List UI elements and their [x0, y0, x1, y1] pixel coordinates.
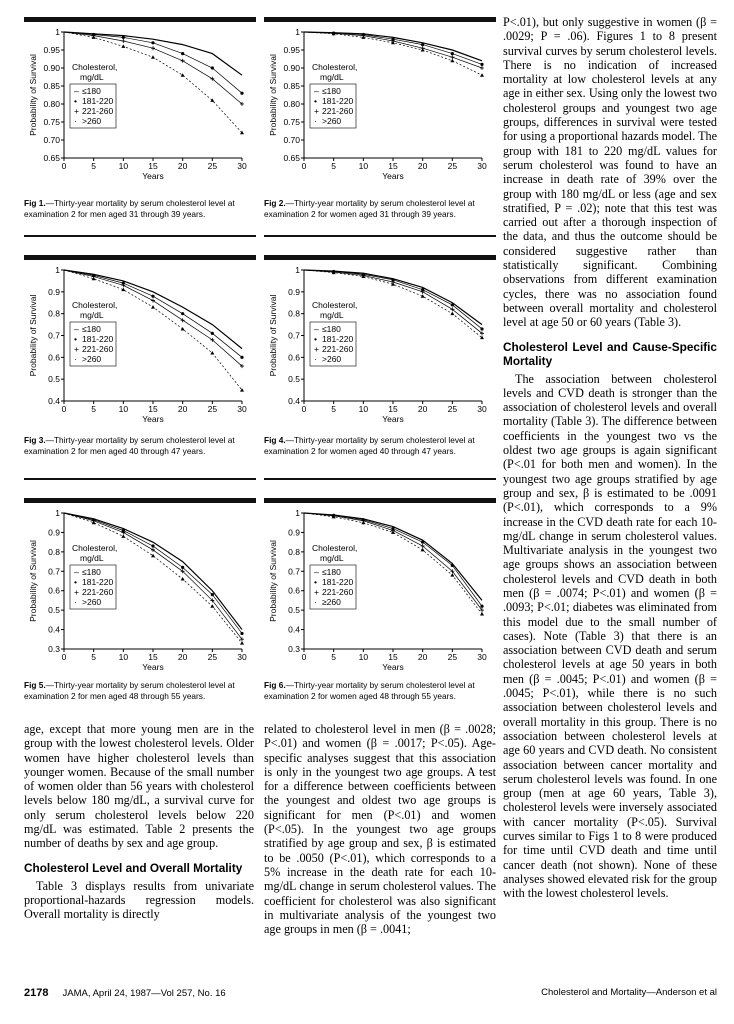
legend-entry: 181-220: [82, 96, 114, 106]
x-axis-label: Years: [382, 171, 404, 181]
legend-entry: 181-220: [82, 334, 114, 344]
y-tick-label: 1: [55, 508, 60, 518]
data-point: [121, 44, 125, 48]
data-point: [480, 73, 484, 77]
data-point: [151, 55, 155, 59]
y-axis-label: Probability of Survival: [268, 54, 278, 136]
x-tick-label: 20: [417, 404, 428, 414]
y-tick-label: 0.7: [288, 330, 300, 341]
legend-entry: ≥260: [322, 597, 341, 607]
col1-paragraph-2: Table 3 displays results from univariate proportional-hazards regression models. Overall mortality is directly: [24, 878, 254, 922]
x-axis-label: Years: [142, 414, 164, 424]
y-tick-label: 1: [295, 508, 300, 518]
data-point: [122, 36, 125, 39]
y-tick-label: 0.9: [288, 527, 300, 538]
y-tick-label: 0.7: [48, 566, 60, 577]
data-point: [121, 534, 125, 538]
y-tick-label: 0.75: [43, 117, 60, 127]
data-point: [450, 573, 454, 577]
legend-title: Cholesterol,: [312, 543, 358, 553]
figure-3-caption: Fig 3.—Thirty-year mortality by serum cholesterol level at examination 2 for men aged 40 through 47 years.: [24, 435, 235, 456]
legend-symbol: –: [74, 324, 79, 334]
legend-entry: >260: [82, 354, 102, 364]
x-tick-label: 25: [447, 404, 458, 414]
fig5-chart: [24, 503, 256, 673]
x-axis-label: Years: [382, 414, 404, 424]
x-tick-label: 15: [148, 652, 158, 662]
x-tick-label: 5: [331, 652, 337, 662]
data-point: [240, 632, 243, 635]
x-tick-label: 30: [237, 652, 247, 662]
data-point: [480, 327, 483, 330]
data-point: [181, 73, 185, 77]
y-tick-label: 0.8: [288, 308, 300, 319]
legend-symbol: –: [314, 324, 319, 334]
data-point: [181, 327, 185, 331]
legend-entry: 181-220: [82, 577, 114, 587]
legend-symbol: ·: [314, 116, 317, 126]
legend-entry: 181-220: [322, 334, 354, 344]
y-tick-label: 0.4: [288, 396, 300, 406]
x-tick-label: 15: [388, 404, 398, 414]
legend-symbol: +: [74, 344, 79, 354]
x-tick-label: 25: [447, 161, 458, 171]
legend-symbol: +: [74, 106, 79, 116]
data-point: [450, 59, 454, 63]
legend-symbol: ·: [74, 116, 77, 126]
data-point: [211, 593, 214, 596]
x-tick-label: 5: [91, 652, 97, 662]
x-tick-label: 0: [61, 652, 67, 662]
legend-title: Cholesterol,: [312, 300, 358, 310]
legend-entry: 221-260: [82, 106, 114, 116]
legend-entry: ≤180: [322, 324, 341, 334]
y-tick-label: 0.3: [48, 644, 60, 654]
legend-title: Cholesterol,: [72, 62, 118, 72]
y-tick-label: 0.65: [43, 153, 60, 163]
legend-symbol: •: [74, 96, 77, 106]
legend-symbol: +: [314, 106, 319, 116]
column-3: [503, 15, 717, 901]
legend-symbol: –: [314, 567, 319, 577]
y-tick-label: 0.80: [43, 99, 60, 109]
legend-title: Cholesterol,: [72, 300, 118, 310]
data-point: [181, 577, 185, 581]
page-number: 2178: [24, 987, 49, 999]
y-tick-label: 0.7: [48, 330, 60, 341]
y-tick-label: 0.5: [48, 374, 60, 385]
x-tick-label: 5: [91, 404, 97, 414]
fig4-chart: [264, 260, 496, 425]
y-tick-label: 0.3: [288, 644, 300, 654]
x-tick-label: 10: [118, 652, 129, 662]
fig1-chart: [24, 22, 256, 182]
y-tick-label: 0.75: [283, 117, 300, 127]
fig2-chart: [264, 22, 496, 182]
legend-entry: ≤180: [82, 324, 101, 334]
legend-symbol: –: [74, 86, 79, 96]
legend-entry: ≤180: [82, 567, 101, 577]
x-axis-label: Years: [142, 171, 164, 181]
data-point: [240, 641, 244, 645]
legend-symbol: ·: [74, 597, 77, 607]
data-point: [181, 312, 184, 315]
legend-title: Cholesterol,: [312, 62, 358, 72]
legend-entry: >260: [322, 354, 342, 364]
data-point: [480, 66, 484, 70]
y-tick-label: 0.65: [283, 153, 300, 163]
fig3-chart: [24, 260, 256, 425]
x-tick-label: 10: [358, 404, 369, 414]
y-tick-label: 0.6: [48, 585, 60, 596]
y-tick-label: 0.70: [43, 135, 60, 145]
legend-entry: >260: [82, 597, 102, 607]
y-tick-label: 0.6: [288, 585, 300, 596]
data-point: [181, 566, 184, 569]
fig6-chart: [264, 503, 496, 673]
x-tick-label: 30: [477, 404, 487, 414]
data-point: [151, 46, 155, 50]
legend-entry: ≤180: [82, 86, 101, 96]
legend-symbol: +: [74, 587, 79, 597]
legend-entry: >260: [322, 116, 342, 126]
x-tick-label: 10: [358, 652, 369, 662]
y-tick-label: 0.90: [43, 63, 60, 73]
figure-5-caption: Fig 5.—Thirty-year mortality by serum cholesterol level at examination 2 for men aged 48 through 55 years.: [24, 680, 235, 701]
col1-paragraph-1: age, except that more young men are in the group with the lowest cholesterol levels. Older women have higher cholesterol levels than younger women. Because of the small number of women older than 56 years with cholesterol levels below 180 mg/dL, a survival curve for only serum cholesterol levels below 220 mg/dL was estimated. Table 2 presents the number of deaths by sex and age group.: [24, 722, 254, 851]
y-tick-label: 0.5: [288, 605, 300, 616]
x-tick-label: 15: [148, 404, 158, 414]
data-point: [151, 544, 154, 547]
legend-title-unit: mg/dL: [320, 72, 344, 82]
legend-title-unit: mg/dL: [80, 553, 104, 563]
x-tick-label: 20: [177, 161, 188, 171]
legend-symbol: •: [314, 577, 317, 587]
y-tick-label: 0.6: [48, 352, 60, 363]
x-tick-label: 25: [207, 161, 218, 171]
legend-entry: 221-260: [82, 344, 114, 354]
series-line: [304, 32, 482, 61]
y-tick-label: 0.8: [48, 546, 60, 557]
section-heading-overall-mortality: Cholesterol Level and Overall Mortality: [24, 860, 243, 875]
x-tick-label: 0: [61, 404, 67, 414]
y-tick-label: 0.4: [48, 396, 60, 406]
y-tick-label: 0.90: [283, 63, 300, 73]
data-point: [451, 564, 454, 567]
x-tick-label: 30: [477, 652, 487, 662]
data-point: [151, 41, 154, 44]
data-point: [121, 39, 125, 43]
figure-4: [264, 255, 496, 425]
figure-2: [264, 17, 496, 182]
figure-5: [24, 498, 256, 673]
section-heading-cause-specific: Cholesterol Level and Cause-Specific Mortality: [503, 339, 717, 368]
y-tick-label: 0.4: [48, 624, 60, 635]
column-2: [264, 722, 496, 936]
y-tick-label: 1: [55, 265, 60, 275]
x-tick-label: 20: [417, 161, 428, 171]
journal-citation: JAMA, April 24, 1987—Vol 257, No. 16: [62, 988, 226, 999]
legend-symbol: •: [74, 577, 77, 587]
y-tick-label: 0.70: [283, 135, 300, 145]
legend-symbol: –: [74, 567, 79, 577]
footer-right: [541, 987, 717, 998]
y-tick-label: 0.95: [283, 45, 300, 55]
legend-symbol: ·: [314, 597, 317, 607]
data-point: [480, 605, 483, 608]
y-axis-label: Probability of Survival: [28, 294, 38, 377]
y-tick-label: 0.6: [288, 352, 300, 363]
x-tick-label: 10: [118, 404, 129, 414]
x-tick-label: 5: [331, 161, 337, 171]
legend-title-unit: mg/dL: [80, 310, 104, 320]
y-tick-label: 1: [295, 27, 300, 37]
legend-title: Cholesterol,: [72, 543, 118, 553]
figure-6: [264, 498, 496, 673]
y-tick-label: 0.9: [48, 527, 60, 538]
figure-3: [24, 255, 256, 425]
legend-title-unit: mg/dL: [80, 72, 104, 82]
legend-entry: 181-220: [322, 577, 354, 587]
legend-title-unit: mg/dL: [320, 553, 344, 563]
data-point: [240, 92, 243, 95]
figure-6-caption: Fig 6.—Thirty-year mortality by serum cholesterol level at examination 2 for women aged 48 through 55 years.: [264, 680, 475, 701]
y-axis-label: Probability of Survival: [28, 540, 38, 622]
legend-entry: >260: [82, 116, 102, 126]
data-point: [480, 612, 484, 616]
x-tick-label: 20: [177, 652, 188, 662]
x-tick-label: 0: [301, 404, 307, 414]
x-tick-label: 30: [237, 161, 247, 171]
y-tick-label: 0.5: [288, 374, 300, 385]
legend-entry: 221-260: [322, 344, 354, 354]
data-point: [211, 66, 214, 69]
y-axis-label: Probability of Survival: [28, 54, 38, 136]
figure-4-caption: Fig 4.—Thirty-year mortality by serum cholesterol level at examination 2 for women aged 40 through 47 years.: [264, 435, 475, 456]
x-tick-label: 0: [301, 652, 307, 662]
legend-entry: 221-260: [322, 106, 354, 116]
data-point: [181, 52, 184, 55]
footer-left: [24, 987, 226, 999]
x-tick-label: 5: [331, 404, 337, 414]
x-tick-label: 15: [388, 161, 398, 171]
legend-symbol: •: [314, 334, 317, 344]
data-point: [240, 356, 243, 359]
y-tick-label: 0.9: [288, 286, 300, 297]
data-point: [450, 312, 454, 316]
legend-entry: 181-220: [322, 96, 354, 106]
y-tick-label: 1: [295, 265, 300, 275]
x-tick-label: 30: [237, 404, 247, 414]
y-axis-label: Probability of Survival: [268, 540, 278, 622]
data-point: [181, 318, 185, 322]
x-tick-label: 25: [207, 652, 218, 662]
x-axis-label: Years: [142, 662, 164, 672]
legend-symbol: •: [314, 96, 317, 106]
figure-2-caption: Fig 2.—Thirty-year mortality by serum cholesterol level at examination 2 for women aged 31 through 39 years.: [264, 198, 475, 219]
data-point: [450, 55, 454, 59]
x-tick-label: 25: [207, 404, 218, 414]
y-tick-label: 0.5: [48, 605, 60, 616]
legend-symbol: ·: [74, 354, 77, 364]
legend-entry: 221-260: [82, 587, 114, 597]
y-tick-label: 0.95: [43, 45, 60, 55]
legend-symbol: +: [314, 587, 319, 597]
legend-title-unit: mg/dL: [320, 310, 344, 320]
legend-symbol: •: [74, 334, 77, 344]
y-tick-label: 0.7: [288, 566, 300, 577]
y-tick-label: 0.8: [288, 546, 300, 557]
data-point: [210, 604, 214, 608]
x-tick-label: 10: [118, 161, 129, 171]
data-point: [151, 299, 155, 303]
legend-entry: 221-260: [322, 587, 354, 597]
x-axis-label: Years: [382, 662, 404, 672]
figure-1: [24, 17, 256, 182]
y-axis-label: Probability of Survival: [268, 294, 278, 377]
data-point: [480, 63, 483, 66]
y-tick-label: 0.9: [48, 286, 60, 297]
x-tick-label: 30: [477, 161, 487, 171]
data-point: [451, 52, 454, 55]
data-point: [151, 554, 155, 558]
legend-symbol: –: [314, 86, 319, 96]
legend-symbol: ·: [314, 354, 317, 364]
data-point: [151, 305, 155, 309]
y-tick-label: 1: [55, 27, 60, 37]
legend-symbol: +: [314, 344, 319, 354]
figure-1-caption: Fig 1.—Thirty-year mortality by serum cholesterol level at examination 2 for men aged 31 through 39 years.: [24, 198, 235, 219]
data-point: [421, 541, 424, 544]
x-tick-label: 20: [417, 652, 428, 662]
x-tick-label: 0: [301, 161, 307, 171]
y-tick-label: 0.80: [283, 99, 300, 109]
legend-entry: ≤180: [322, 86, 341, 96]
x-tick-label: 5: [91, 161, 97, 171]
x-tick-label: 20: [177, 404, 188, 414]
data-point: [421, 43, 424, 46]
column-1: [24, 722, 254, 922]
y-tick-label: 0.8: [48, 308, 60, 319]
y-tick-label: 0.85: [283, 81, 300, 91]
data-point: [211, 332, 214, 335]
x-tick-label: 10: [358, 161, 369, 171]
x-tick-label: 0: [61, 161, 67, 171]
col3-paragraph-2: The association between cholesterol levels and CVD death is stronger than the association of cholesterol levels and overall mortality (Table 3). The difference between coefficients in the youngest two vs the oldest two age groups is again significant (P<.01 for both men and women). In the youngest two age groups stratified by age group and sex, β is estimated to be .0091 (P<.01), which corresponds to a 9% increase in the CVD death rate for each 10-mg/dL change in serum cholesterol values. Multivariate analysis in the youngest two age groups shows an association between cholesterol levels and CVD death in both men (β = .0074; P<.01) and women (β = .0093; P<.01; diabetes was eliminated from this model due to the small number of cases). Note (Table 3) that there is an association between CVD death and serum cholesterol levels at age 50 years in both men (β = .0045; P<.01) and women (β = .0045; P<.01), while there is no such association between cholesterol levels and overall mortality in this group. There is no association between cholesterol levels at age 60 years and CVD death. No consistent association between cancer mortality and serum cholesterol levels was found. In one group (men at age 60 years, Table 3), cholesterol levels were inversely associated with cancer mortality (P<.05). Survival curves similar to Figs 1 to 8 were produced for time until CVD death and time until cancer death (not shown). None of these analyses showed elevated risk for the group with the lowest cholesterol levels.: [503, 371, 717, 901]
col3-paragraph-1: P<.01), but only suggestive in women (β = .0029; P = .06). Figures 1 to 8 present survival curves by serum cholesterol levels. There is no indication of increased mortality at low cholesterol levels at any age in either sex. Using only the lowest two cholesterol groups and youngest two age groups, differences in survival were tested for using a proportional hazards model. The group with 181 to 220 mg/dL values for serum cholesterol was found to have an increase in death rate of 39% over the group with 180 mg/dL or less (age and sex stratified, P = .02); note that this test was carried out after a thorough inspection of the data, and thus the outcome should be considered suggestive rather than statistically significant. Combining observations from different examination cycles, there was no association found between overall mortality and cholesterol level at age 50 or 60 years (Table 3).: [503, 15, 718, 330]
data-point: [451, 303, 454, 306]
col2-paragraph-1: related to cholesterol level in men (β = .0028; P<.01) and women (β = .0017; P<.05). Age-specific analyses suggest that this association is only in the youngest two age groups. A test for a difference between coefficients between the youngest and oldest two age groups is significant for men (P<.01) and women (P<.05). In the youngest two age groups stratified by age group and sex, β is estimated to be .0050 (P<.01), which corresponds to a 5% increase in the death rate for each 10-mg/dL change in serum cholesterol values. The coefficient for cholesterol was also significant in multivariate analysis of the youngest two age groups in men (β = .0041;: [264, 722, 496, 937]
x-tick-label: 15: [148, 161, 158, 171]
x-tick-label: 15: [388, 652, 398, 662]
legend-entry: ≤180: [322, 567, 341, 577]
data-point: [181, 59, 185, 63]
data-point: [421, 548, 425, 552]
y-tick-label: 0.85: [43, 81, 60, 91]
running-title: Cholesterol and Mortality—Anderson et al: [541, 987, 717, 998]
y-tick-label: 0.4: [288, 624, 300, 635]
x-tick-label: 25: [447, 652, 458, 662]
data-point: [151, 295, 154, 298]
